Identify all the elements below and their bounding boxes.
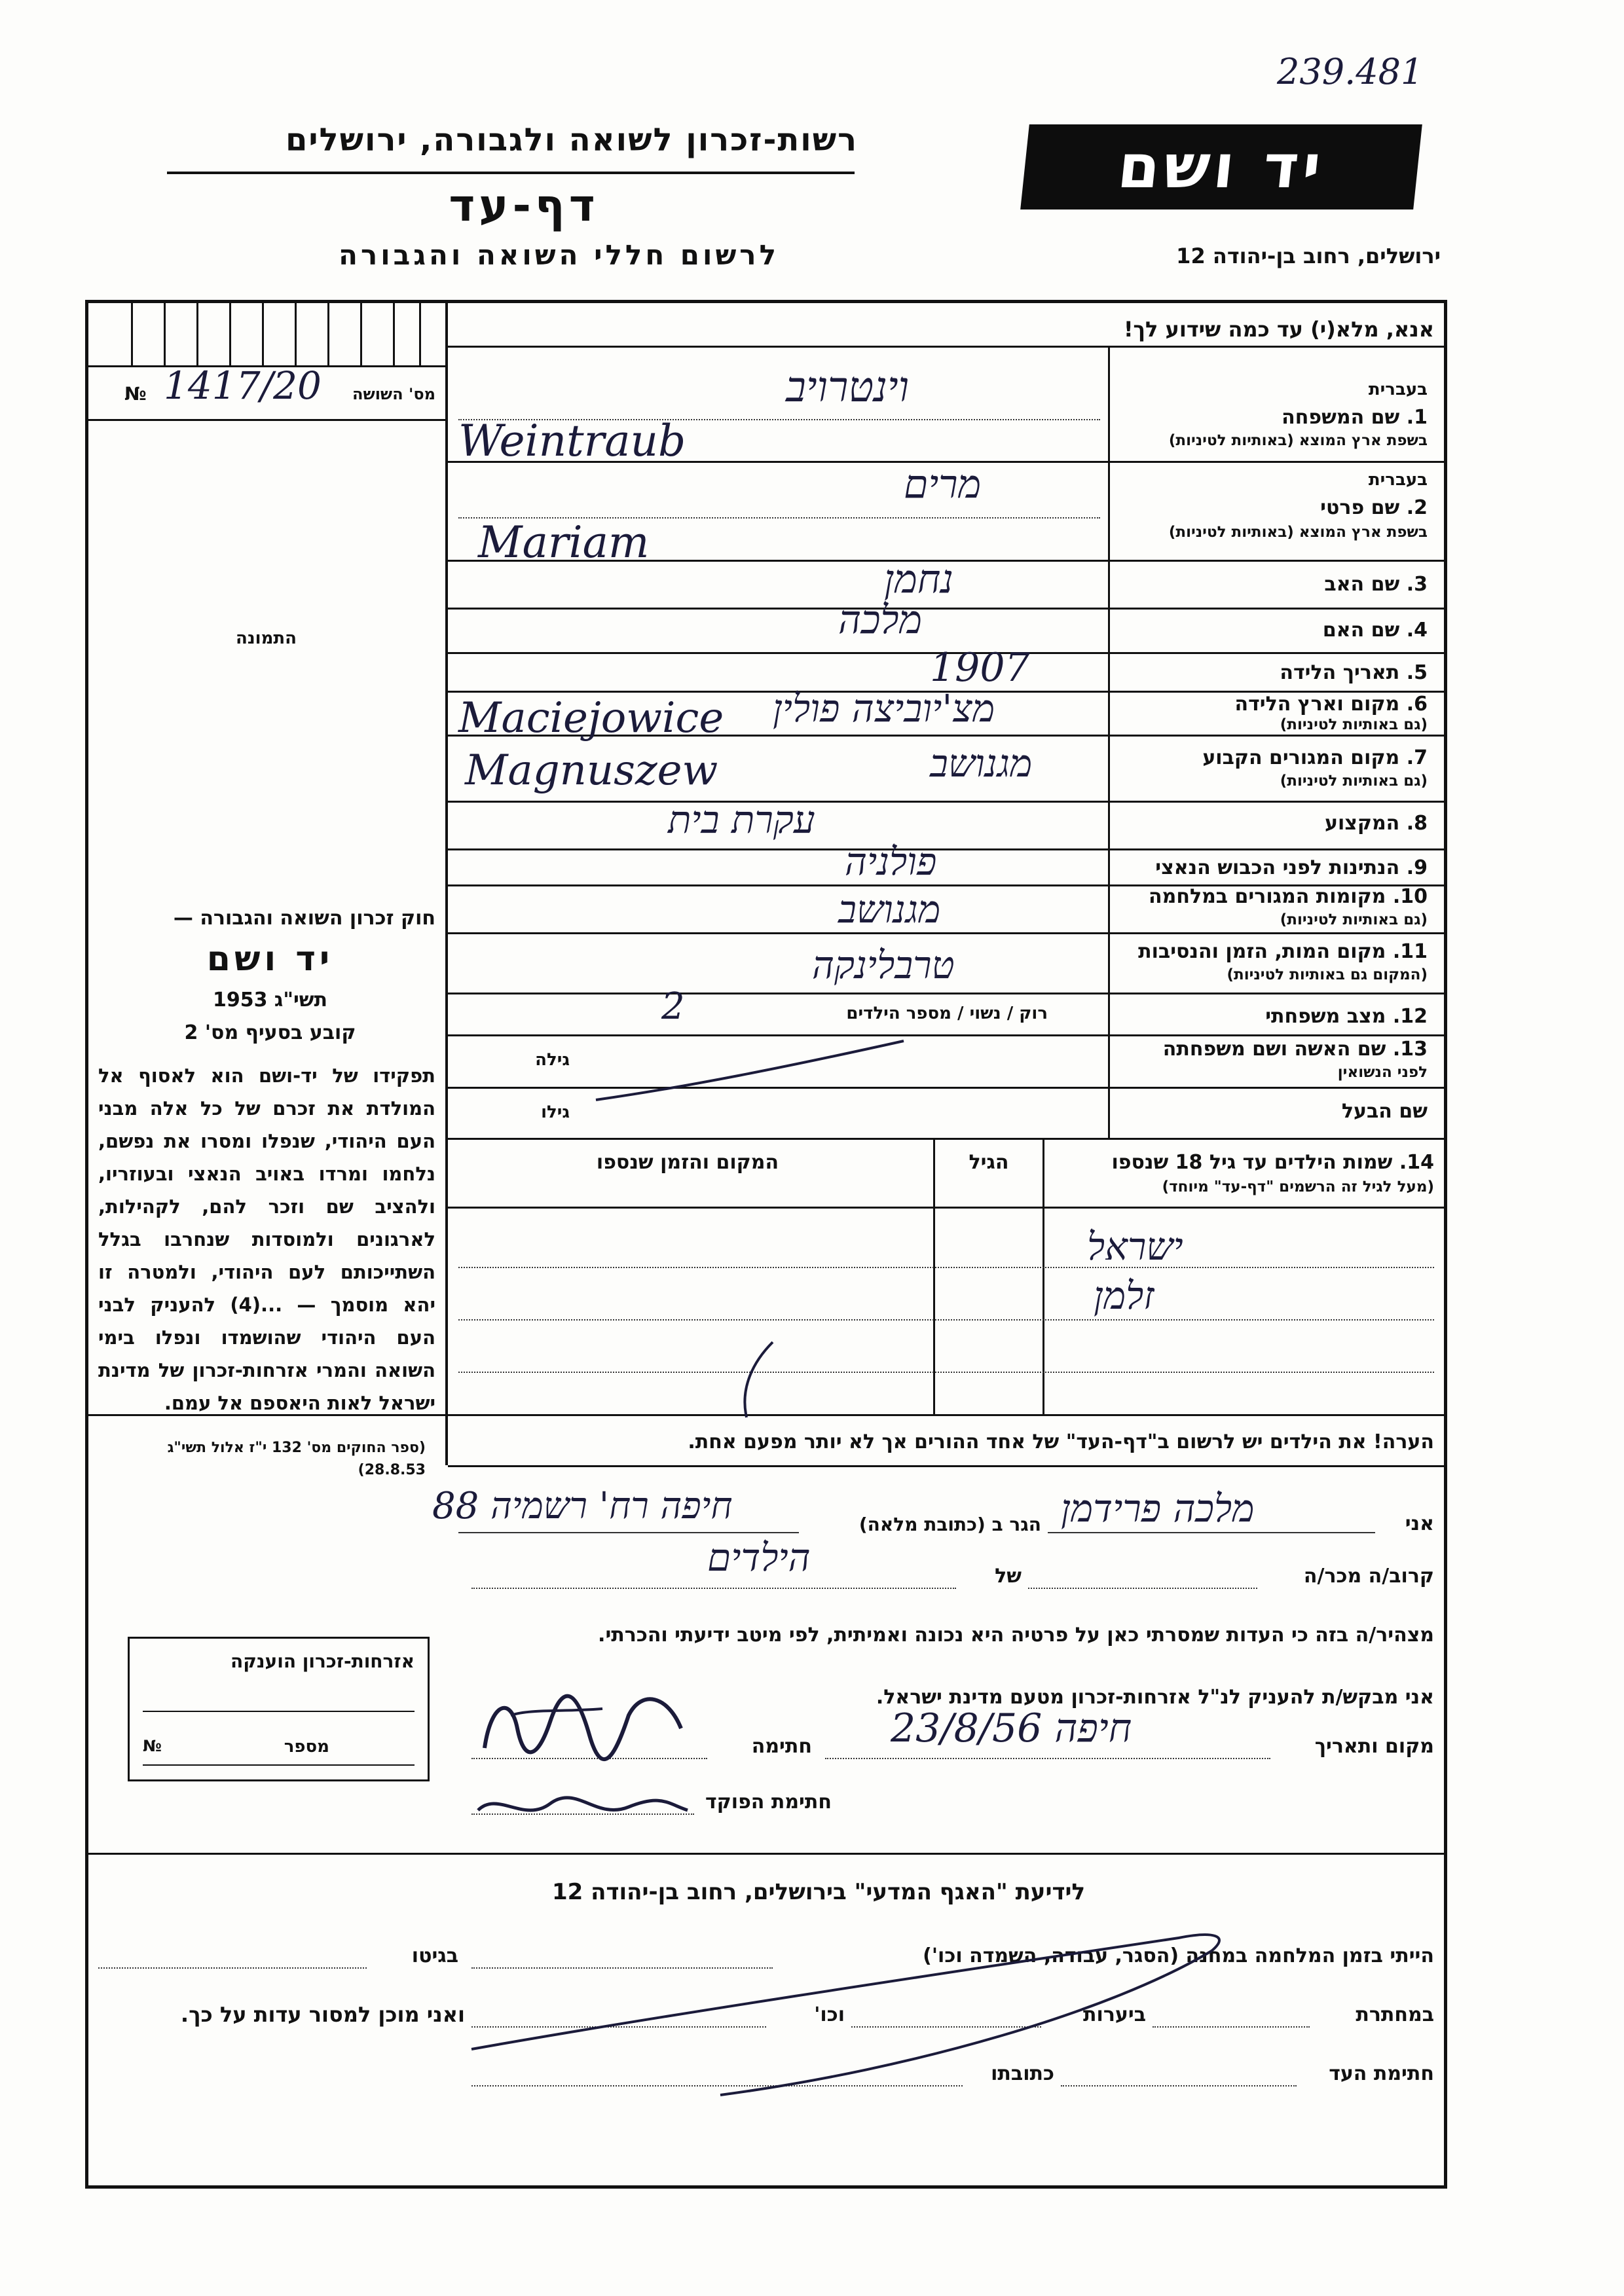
footer-strike-scribble (458, 1899, 1244, 2108)
citizenship-number-label: מספר (284, 1737, 329, 1757)
registry-number-prefix: № (124, 383, 147, 405)
spouse-strike-mark (589, 1034, 917, 1113)
field-sub-residence: (גם באותיות לטיניות) (1280, 773, 1428, 790)
value-family-name-hebrew: וינטרויב (786, 363, 910, 412)
value-father-name: נחמן (884, 556, 953, 602)
field-sub-wife-name: לפני הנשואין (1337, 1064, 1428, 1081)
org-name: רשות-זכרון לשואה ולגבורה, ירושלים (285, 122, 858, 158)
footer-willing-label: ואני מוכן למסור עדות על כך. (180, 2002, 465, 2027)
footer-underground-label: במחתרת (1356, 2003, 1434, 2026)
child-name-1: ישראל (1087, 1224, 1183, 1269)
intro-note: אנא, מלא(י) עד כמה שידוע לך! (1123, 317, 1434, 342)
field-sub-first-name: בשפת ארץ המוצא (באותיות לטיניות) (1168, 524, 1428, 541)
field-sub-birth-place: (גם באותיות לטיניות) (1280, 716, 1428, 733)
value-death-place: טרבלינקה (812, 943, 955, 987)
yad-vashem-logo (1020, 124, 1422, 210)
photo-label: התמונה (236, 629, 297, 648)
children-note: הערה! את הילדים יש לרשום ב"דף-העד" של אחד ההורים אך לא יותר מפעם אחת. (688, 1430, 1434, 1453)
field-label-wife-name: 13. שם האשה ושם משפחתה (1162, 1038, 1428, 1061)
declaration-of-label: של (995, 1565, 1022, 1588)
field-label-birth-place: 6. מקום וארץ הלידה (1234, 693, 1428, 716)
husband-age-label: גילו (541, 1102, 570, 1122)
value-residence: מגנושב (930, 741, 1033, 786)
field-label-death-place: 11. מקום המות, הזמן והנסיבות (1138, 940, 1428, 963)
footer-ghetto-label: בגיטו (411, 1944, 458, 1967)
footer-address-label: כתובתו (991, 2062, 1054, 2085)
value-family-name-latin: Weintraub (458, 416, 686, 466)
declarant-relation: הילדים (707, 1535, 811, 1580)
sidebar-brand: יד ושם (206, 939, 334, 979)
field-label-residence: 7. מקום המגורים הקבוע (1202, 746, 1428, 769)
value-residence-latin: Magnuszew (465, 746, 718, 795)
value-wartime-residence: מגנושב (838, 887, 941, 932)
declarant-address: חיפה רח' רשמיה 88 (432, 1485, 733, 1527)
logo-text: יד ושם (1115, 132, 1328, 202)
declaration-i-label: אני (1405, 1512, 1434, 1535)
marital-status-options: רוק / נשוי / מספר הילדים (846, 1004, 1048, 1023)
footer-witness-signature-label: חתימת העד (1329, 2062, 1434, 2085)
declaration-relation-label: קרוב/ה מכר/ה (1303, 1565, 1434, 1588)
field-label-father-name: 3. שם האב (1324, 573, 1428, 596)
sidebar-body: תפקידו של יד-ושם הוא לאסוף אל המולדת את זכרם של כל אלה מבני העם היהודי, שנפלו ומסרו את נפשם, נלחמו ומרדו באויב הנאצי ובעוזריו, ולהציב שם וזכר להם, לקהילות, לארגונים ולמוסדות שנחרבו בגלל השתייכותם לעם היהודי, ולמטרה זו יהא מוסמך — ...(4) להעניק לבני העם היהודי שהושמדו ונפלו בימי השואה והמרי אזרחות-זכרון של מדינת ישראל לאות היאספם אל עמם. (98, 1065, 435, 1414)
field-label-wartime-residence: 10. מקומות המגורים במלחמה (1149, 885, 1428, 908)
value-children-count: 2 (661, 985, 685, 1028)
footer-title: לידיעת "האגף המדעי" בירושלים, רחוב בן-יהודה 12 (551, 1879, 1086, 1905)
value-birth-place: מצ'יוביצה פולין (773, 686, 995, 731)
declarant-name: מלכה פרידמן (1061, 1486, 1255, 1531)
child-name-2: זלמן (1094, 1273, 1154, 1318)
value-birth-place-latin: Maciejowice (458, 694, 724, 742)
value-mother-name: מלכה (838, 597, 923, 643)
field-label-mother-name: 4. שם האם (1322, 619, 1428, 642)
field-label-nationality: 9. הנתינות לפני הכבוש הנאצי (1155, 856, 1428, 879)
official-signature (471, 1784, 694, 1830)
sidebar-heading: חוק זכרון השואה והגבורה — (173, 907, 435, 930)
children-col-place: המקום והזמן שנספו (596, 1151, 779, 1174)
field-label-profession: 8. המקצוע (1324, 812, 1428, 835)
registry-label: מס' השושה (352, 385, 435, 403)
value-profession: עקרת בית (668, 797, 815, 842)
declaration-statement: מצהיר/ה בזה כי העדות שמסרתי כאן על פרטיה היא נכונה ואמיתית, לפי מיטב ידיעתי והכרתי. (598, 1624, 1434, 1647)
wife-age-label: גילה (535, 1050, 570, 1070)
footer-etc-label: וכו' (814, 2003, 845, 2026)
place-date-label: מקום ותאריך (1314, 1735, 1434, 1758)
field-sub-wartime-residence: (גם באותיות לטיניות) (1280, 911, 1428, 928)
sidebar-year: תשי"ג 1953 (212, 989, 328, 1011)
form-title: דף-עד (449, 180, 599, 232)
form-address: ירושלים, רחוב בן-יהודה 12 (1176, 244, 1441, 268)
citizenship-box-title: אזרחות-זכרון הוענקה (231, 1650, 415, 1672)
children-sub: (מעל לגיל זה הרשמים "דף-עד" מיוחד) (1162, 1178, 1434, 1195)
lang-hebrew-label-1: בעברית (1368, 380, 1428, 399)
field-sub-death-place: (המקום גם באותיות לטיניות) (1227, 966, 1428, 983)
footer-forests-label: ביערות (1083, 2003, 1146, 2026)
declaration-request: אני מבקש/ת להעניק לנ"ל אזרחות-זכרון מטעם מדינת ישראל. (876, 1686, 1434, 1709)
sidebar-clause: קובע בסעיף מס' 2 (184, 1021, 356, 1044)
children-title: 14. שמות הילדים עד גיל 18 שנספו (1111, 1151, 1434, 1174)
value-nationality: פולניה (845, 839, 937, 884)
form-purpose: לרשום חללי השואה והגבורה (339, 239, 779, 271)
declarant-signature (471, 1676, 707, 1774)
value-first-name-hebrew: מרים (904, 462, 982, 507)
field-sub-family-name: בשפת ארץ המוצא (באותיות לטיניות) (1168, 432, 1428, 449)
field-label-first-name: 2. שם פרטי (1320, 496, 1428, 519)
field-label-marital-status: 12. מצב משפחתי (1265, 1005, 1428, 1028)
children-strike-mark (720, 1336, 799, 1421)
declaration-residing-label: הגר ב (כתובת מלאה) (858, 1514, 1041, 1535)
signature-label: חתימה (751, 1735, 812, 1758)
official-signature-label: חתימת הפוקד (705, 1791, 832, 1813)
footer-camp-label: הייתי בזמן המלחמה במחנה (הסגר, עבודה, השמדה וכו') (923, 1944, 1434, 1967)
registry-number: 1417/20 (164, 363, 322, 408)
value-first-name-latin: Mariam (478, 517, 650, 568)
field-label-family-name: 1. שם המשפחה (1282, 406, 1428, 429)
citizenship-box (128, 1637, 430, 1781)
sidebar-citation: (ספר החוקים מס' 132 י"ז אלול תשי"ג 28.8.53) (167, 1440, 426, 1478)
field-label-birth-date: 5. תאריך הלידה (1280, 661, 1428, 684)
place-date-value: חיפה 23/8/56 (891, 1705, 1132, 1751)
value-birth-date: 1907 (930, 645, 1030, 691)
citizenship-number-prefix: № (143, 1737, 162, 1755)
children-col-age: הגיל (969, 1151, 1009, 1174)
lang-hebrew-label-2: בעברית (1368, 470, 1428, 490)
field-label-husband-name: שם הבעל (1341, 1100, 1428, 1123)
reference-number: 239.481 (1277, 51, 1424, 92)
